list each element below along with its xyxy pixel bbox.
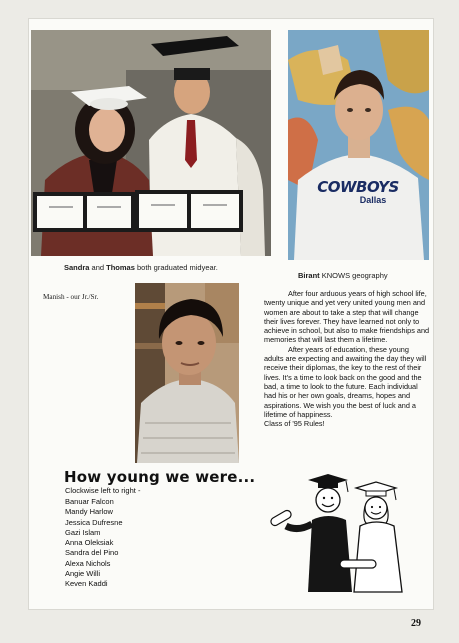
- manish-caption: Manish - our Jr./Sr.: [43, 293, 99, 301]
- section-subtitle: Clockwise left to right -: [65, 486, 141, 495]
- class-message: [264, 289, 430, 428]
- list-item: Angie Willi: [65, 569, 101, 579]
- list-item: Alexa Nichols: [65, 558, 111, 568]
- list-item: Jessica Dufresne: [65, 517, 123, 527]
- list-item: Anna Oleksiak: [65, 538, 114, 548]
- class-signoff: Class of '95 Rules!: [264, 419, 325, 429]
- graduates-photo: [31, 30, 271, 256]
- birant-photo: [288, 30, 429, 260]
- list-item: Mandy Harlow: [65, 507, 113, 517]
- sweater-text: COWBOYS Dallas: [317, 178, 399, 205]
- names-list: [65, 497, 123, 590]
- section-heading: How young we were...: [64, 468, 256, 486]
- graduates-caption: Sandra and Thomas both graduated midyear.: [64, 263, 218, 272]
- message-paragraph: After years of education, these young adults are expecting and awaiting the day they will receive their diplomas, the key to the rest of their lives. It's a time to look back on the good and the bad, a time to look to the future. Each individual had his or her own goals, dreams, hopes and aspirations. We wish you the best of luck and a lifetime of happiness.: [264, 344, 427, 419]
- graduates-cartoon: [268, 474, 418, 594]
- message-paragraph: After four arduous years of high school life, twenty unique and yet very united young men and women are about to take a step that will change their lives forever. They have learned not only to achieve in school, but also to make friendships and memories that will last them a lifetime.: [264, 289, 430, 345]
- list-item: Sandra del Pino: [65, 548, 119, 558]
- page-number: 29: [411, 618, 421, 629]
- list-item: Banuar Falcon: [65, 497, 114, 506]
- list-item: Keven Kaddi: [65, 579, 108, 589]
- manish-photo: [135, 283, 239, 463]
- birant-caption: Birant KNOWS geography: [298, 271, 388, 280]
- list-item: Gazi Islam: [65, 527, 101, 537]
